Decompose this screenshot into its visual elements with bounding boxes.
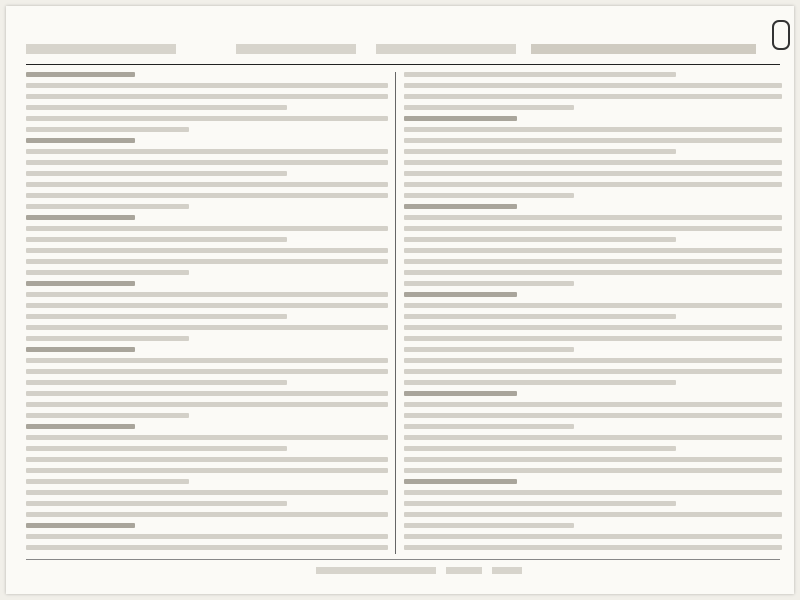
text-line [26, 116, 388, 121]
text-line [404, 83, 782, 88]
text-line [404, 138, 782, 143]
text-line [26, 127, 189, 132]
date-field [376, 44, 516, 54]
section-heading [26, 424, 135, 429]
column-divider [395, 72, 396, 554]
section-heading [404, 391, 517, 396]
text-line [404, 248, 782, 253]
page-header [26, 36, 780, 65]
group-field [26, 44, 176, 54]
text-line [26, 358, 388, 363]
section-heading [26, 523, 135, 528]
text-line [26, 171, 287, 176]
text-line [26, 182, 388, 187]
text-line [26, 325, 388, 330]
text-line [26, 270, 189, 275]
text-line [404, 545, 782, 550]
text-line [404, 325, 782, 330]
text-line [26, 292, 388, 297]
text-line [26, 490, 388, 495]
section-heading [404, 116, 517, 121]
text-line [26, 369, 388, 374]
text-line [404, 336, 782, 341]
text-line [404, 314, 676, 319]
section-heading [26, 138, 135, 143]
text-line [404, 149, 676, 154]
text-line [26, 226, 388, 231]
text-line [404, 424, 574, 429]
text-line [26, 402, 388, 407]
section-heading [404, 479, 517, 484]
text-line [404, 457, 782, 462]
text-line [404, 446, 676, 451]
text-line [26, 391, 388, 396]
text-line [404, 501, 676, 506]
text-line [404, 512, 782, 517]
text-line [26, 160, 388, 165]
exam-answer-sheet [6, 6, 794, 594]
text-line [26, 512, 388, 517]
text-line [26, 94, 388, 99]
section-heading [26, 72, 135, 77]
text-line [404, 380, 676, 385]
text-line [404, 105, 574, 110]
text-line [26, 105, 287, 110]
text-line [404, 127, 782, 132]
text-line [26, 314, 287, 319]
text-line [26, 204, 189, 209]
text-line [404, 523, 574, 528]
text-line [26, 435, 388, 440]
text-line [404, 193, 574, 198]
text-line [26, 303, 388, 308]
text-line [26, 457, 388, 462]
text-line [404, 435, 782, 440]
text-line [26, 545, 388, 550]
text-line [26, 501, 287, 506]
text-line [404, 490, 782, 495]
text-line [404, 215, 782, 220]
text-line [404, 160, 782, 165]
text-line [26, 248, 388, 253]
text-line [26, 468, 388, 473]
text-line [404, 182, 782, 187]
page-footer [26, 559, 780, 580]
section-heading [404, 204, 517, 209]
text-line [404, 358, 782, 363]
text-line [404, 534, 782, 539]
text-line [26, 149, 388, 154]
text-line [26, 479, 189, 484]
section-heading [26, 281, 135, 286]
text-line [26, 446, 287, 451]
left-column [26, 72, 388, 554]
section-heading [404, 292, 517, 297]
text-line [26, 380, 287, 385]
text-line [26, 534, 388, 539]
section-heading [26, 347, 135, 352]
text-line [26, 413, 189, 418]
footer-total [492, 567, 522, 574]
footer-title [316, 567, 436, 574]
text-line [404, 402, 782, 407]
page-number-mark [772, 20, 790, 50]
right-column [404, 72, 782, 554]
text-line [26, 259, 388, 264]
proofreader-field [236, 44, 356, 54]
footer-page [446, 567, 482, 574]
text-line [404, 72, 676, 77]
text-line [404, 347, 574, 352]
teacher-motto [531, 44, 756, 54]
text-line [404, 369, 782, 374]
text-line [404, 468, 782, 473]
text-line [404, 226, 782, 231]
text-line [404, 237, 676, 242]
text-line [404, 281, 574, 286]
text-line [26, 83, 388, 88]
text-line [404, 259, 782, 264]
text-line [26, 237, 287, 242]
text-line [404, 413, 782, 418]
text-line [404, 270, 782, 275]
text-line [404, 94, 782, 99]
text-line [26, 336, 189, 341]
text-line [404, 171, 782, 176]
text-line [404, 303, 782, 308]
section-heading [26, 215, 135, 220]
text-line [26, 193, 388, 198]
